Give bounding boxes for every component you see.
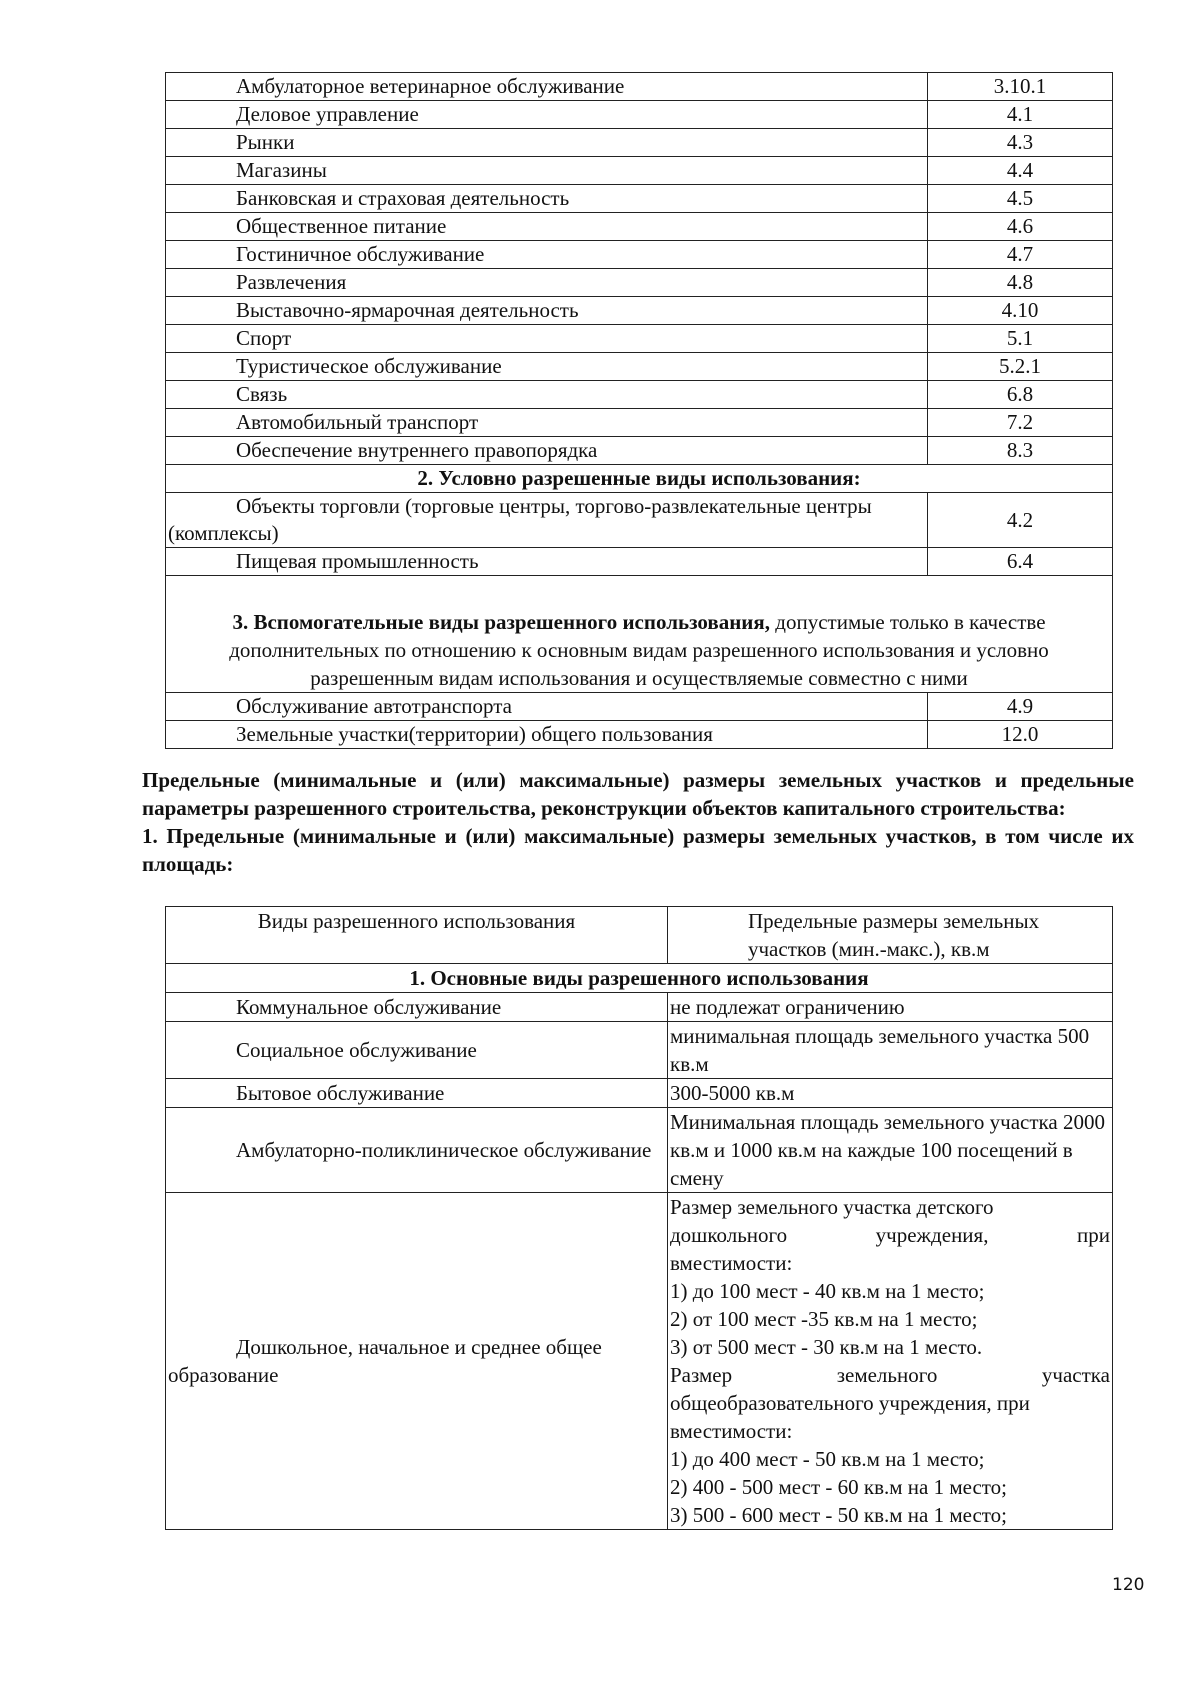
- use-name: Деловое управление: [166, 101, 928, 129]
- table-row: [166, 1079, 1113, 1108]
- use-code: 6.4: [928, 548, 1113, 576]
- table-row: [166, 269, 1113, 297]
- use-name: Пищевая промышленность: [166, 548, 928, 576]
- use-value: не подлежат ограничению: [668, 993, 1113, 1022]
- section-title: [166, 576, 1113, 693]
- land-use-codes-body: [166, 73, 1113, 749]
- table-row: [166, 437, 1113, 465]
- use-name: Спорт: [166, 325, 928, 353]
- use-name: Дошкольное, начальное и среднее общее образование: [166, 1193, 668, 1530]
- table-row: [166, 993, 1113, 1022]
- use-name: Коммунальное обслуживание: [166, 993, 668, 1022]
- table-row: [166, 548, 1113, 576]
- plot-size-paragraph: 1. Предельные (минимальные и (или) максимальные) размеры земельных участков, в том числе их площадь:: [142, 824, 1134, 876]
- table-row: [166, 185, 1113, 213]
- value-line: 2) 400 - 500 мест - 60 кв.м на 1 место;: [670, 1475, 1008, 1499]
- use-name: Обслуживание автотранспорта: [166, 693, 928, 721]
- plot-size-table: [165, 906, 1113, 1530]
- section-title-bold: 3. Вспомогательные виды разрешенного использования,: [232, 610, 771, 634]
- table-row: [166, 73, 1113, 101]
- table-row: [166, 409, 1113, 437]
- table-row: [166, 129, 1113, 157]
- table-row: [166, 1193, 1113, 1530]
- use-name: Развлечения: [166, 269, 928, 297]
- use-code: 4.4: [928, 157, 1113, 185]
- use-code: 4.5: [928, 185, 1113, 213]
- use-name: Социальное обслуживание: [166, 1022, 668, 1079]
- table-row: [166, 325, 1113, 353]
- table-row: [166, 241, 1113, 269]
- use-code: 4.6: [928, 213, 1113, 241]
- use-code: 4.3: [928, 129, 1113, 157]
- use-code: 4.7: [928, 241, 1113, 269]
- table-row: [166, 353, 1113, 381]
- col2-header: Предельные размеры земельных участков (мин.-макс.), кв.м: [668, 907, 1113, 964]
- section-row: [166, 964, 1113, 993]
- col1-header: Виды разрешенного использования: [166, 907, 668, 964]
- value-line: Размер земельного участка детского: [670, 1195, 994, 1219]
- value-line: Размер земельного участка: [670, 1363, 1110, 1387]
- use-name: Связь: [166, 381, 928, 409]
- limits-paragraph: Предельные (минимальные и (или) максимальные) размеры земельных участков и предельные параметры разрешенного строительства, реконструкции объектов капитального строительства:: [142, 768, 1134, 820]
- use-name: Магазины: [166, 157, 928, 185]
- use-code: 5.1: [928, 325, 1113, 353]
- use-code: 3.10.1: [928, 73, 1113, 101]
- use-code: 4.10: [928, 297, 1113, 325]
- use-value: [668, 1193, 1113, 1530]
- use-name: Объекты торговли (торговые центры, торгово-развлекательные центры (комплексы): [166, 493, 928, 548]
- use-code: 4.2: [928, 493, 1113, 548]
- value-line: 1) до 100 мест - 40 кв.м на 1 место;: [670, 1279, 985, 1303]
- use-name: Общественное питание: [166, 213, 928, 241]
- limits-intro: [142, 766, 1134, 878]
- table-header-row: [166, 907, 1113, 964]
- use-name: Бытовое обслуживание: [166, 1079, 668, 1108]
- use-name: Амбулаторно-поликлиническое обслуживание: [166, 1108, 668, 1193]
- use-name: Земельные участки(территории) общего пользования: [166, 721, 928, 749]
- use-code: 4.8: [928, 269, 1113, 297]
- value-line: дошкольного учреждения, при: [670, 1223, 1110, 1247]
- use-code: 4.9: [928, 693, 1113, 721]
- table-row: [166, 213, 1113, 241]
- table-row: [166, 1022, 1113, 1079]
- use-name: Гостиничное обслуживание: [166, 241, 928, 269]
- use-code: 5.2.1: [928, 353, 1113, 381]
- land-use-codes-table: [165, 72, 1113, 749]
- use-name: Автомобильный транспорт: [166, 409, 928, 437]
- use-name: Амбулаторное ветеринарное обслуживание: [166, 73, 928, 101]
- use-code: 8.3: [928, 437, 1113, 465]
- use-code: 6.8: [928, 381, 1113, 409]
- use-value: 300-5000 кв.м: [668, 1079, 1113, 1108]
- section-title-rest: допустимые только в качестве дополнительных по отношению к основным видам разрешенного использования и условно разрешенным видам использования и осуществляемые совместно с ними: [229, 610, 1049, 690]
- table-row: [166, 101, 1113, 129]
- plot-size-body: [166, 993, 1113, 1193]
- value-line: вместимости:: [670, 1419, 793, 1443]
- table-row: [166, 1108, 1113, 1193]
- section-title: 2. Условно разрешенные виды использования:: [166, 465, 1113, 493]
- section-row: [166, 576, 1113, 693]
- use-name: Обеспечение внутреннего правопорядка: [166, 437, 928, 465]
- section-title: 1. Основные виды разрешенного использования: [166, 964, 1113, 993]
- use-name: Рынки: [166, 129, 928, 157]
- section-row: [166, 465, 1113, 493]
- value-line: вместимости:: [670, 1251, 793, 1275]
- value-line: 3) от 500 мест - 30 кв.м на 1 место.: [670, 1335, 983, 1359]
- page-number: 120: [1112, 1575, 1145, 1595]
- table-row: [166, 381, 1113, 409]
- table-row: [166, 157, 1113, 185]
- use-name: Туристическое обслуживание: [166, 353, 928, 381]
- table-row: [166, 493, 1113, 548]
- use-code: 7.2: [928, 409, 1113, 437]
- use-code: 12.0: [928, 721, 1113, 749]
- use-value: Минимальная площадь земельного участка 2000 кв.м и 1000 кв.м на каждые 100 посещений в смену: [668, 1108, 1113, 1193]
- use-name: Выставочно-ярмарочная деятельность: [166, 297, 928, 325]
- value-line: общеобразовательного учреждения, при: [670, 1391, 1030, 1415]
- table-row: [166, 693, 1113, 721]
- table-row: [166, 721, 1113, 749]
- value-line: 1) до 400 мест - 50 кв.м на 1 место;: [670, 1447, 985, 1471]
- use-code: 4.1: [928, 101, 1113, 129]
- use-name: Банковская и страховая деятельность: [166, 185, 928, 213]
- table-row: [166, 297, 1113, 325]
- value-line: 2) от 100 мест -35 кв.м на 1 место;: [670, 1307, 978, 1331]
- use-value: минимальная площадь земельного участка 500 кв.м: [668, 1022, 1113, 1079]
- value-line: 3) 500 - 600 мест - 50 кв.м на 1 место;: [670, 1503, 1008, 1527]
